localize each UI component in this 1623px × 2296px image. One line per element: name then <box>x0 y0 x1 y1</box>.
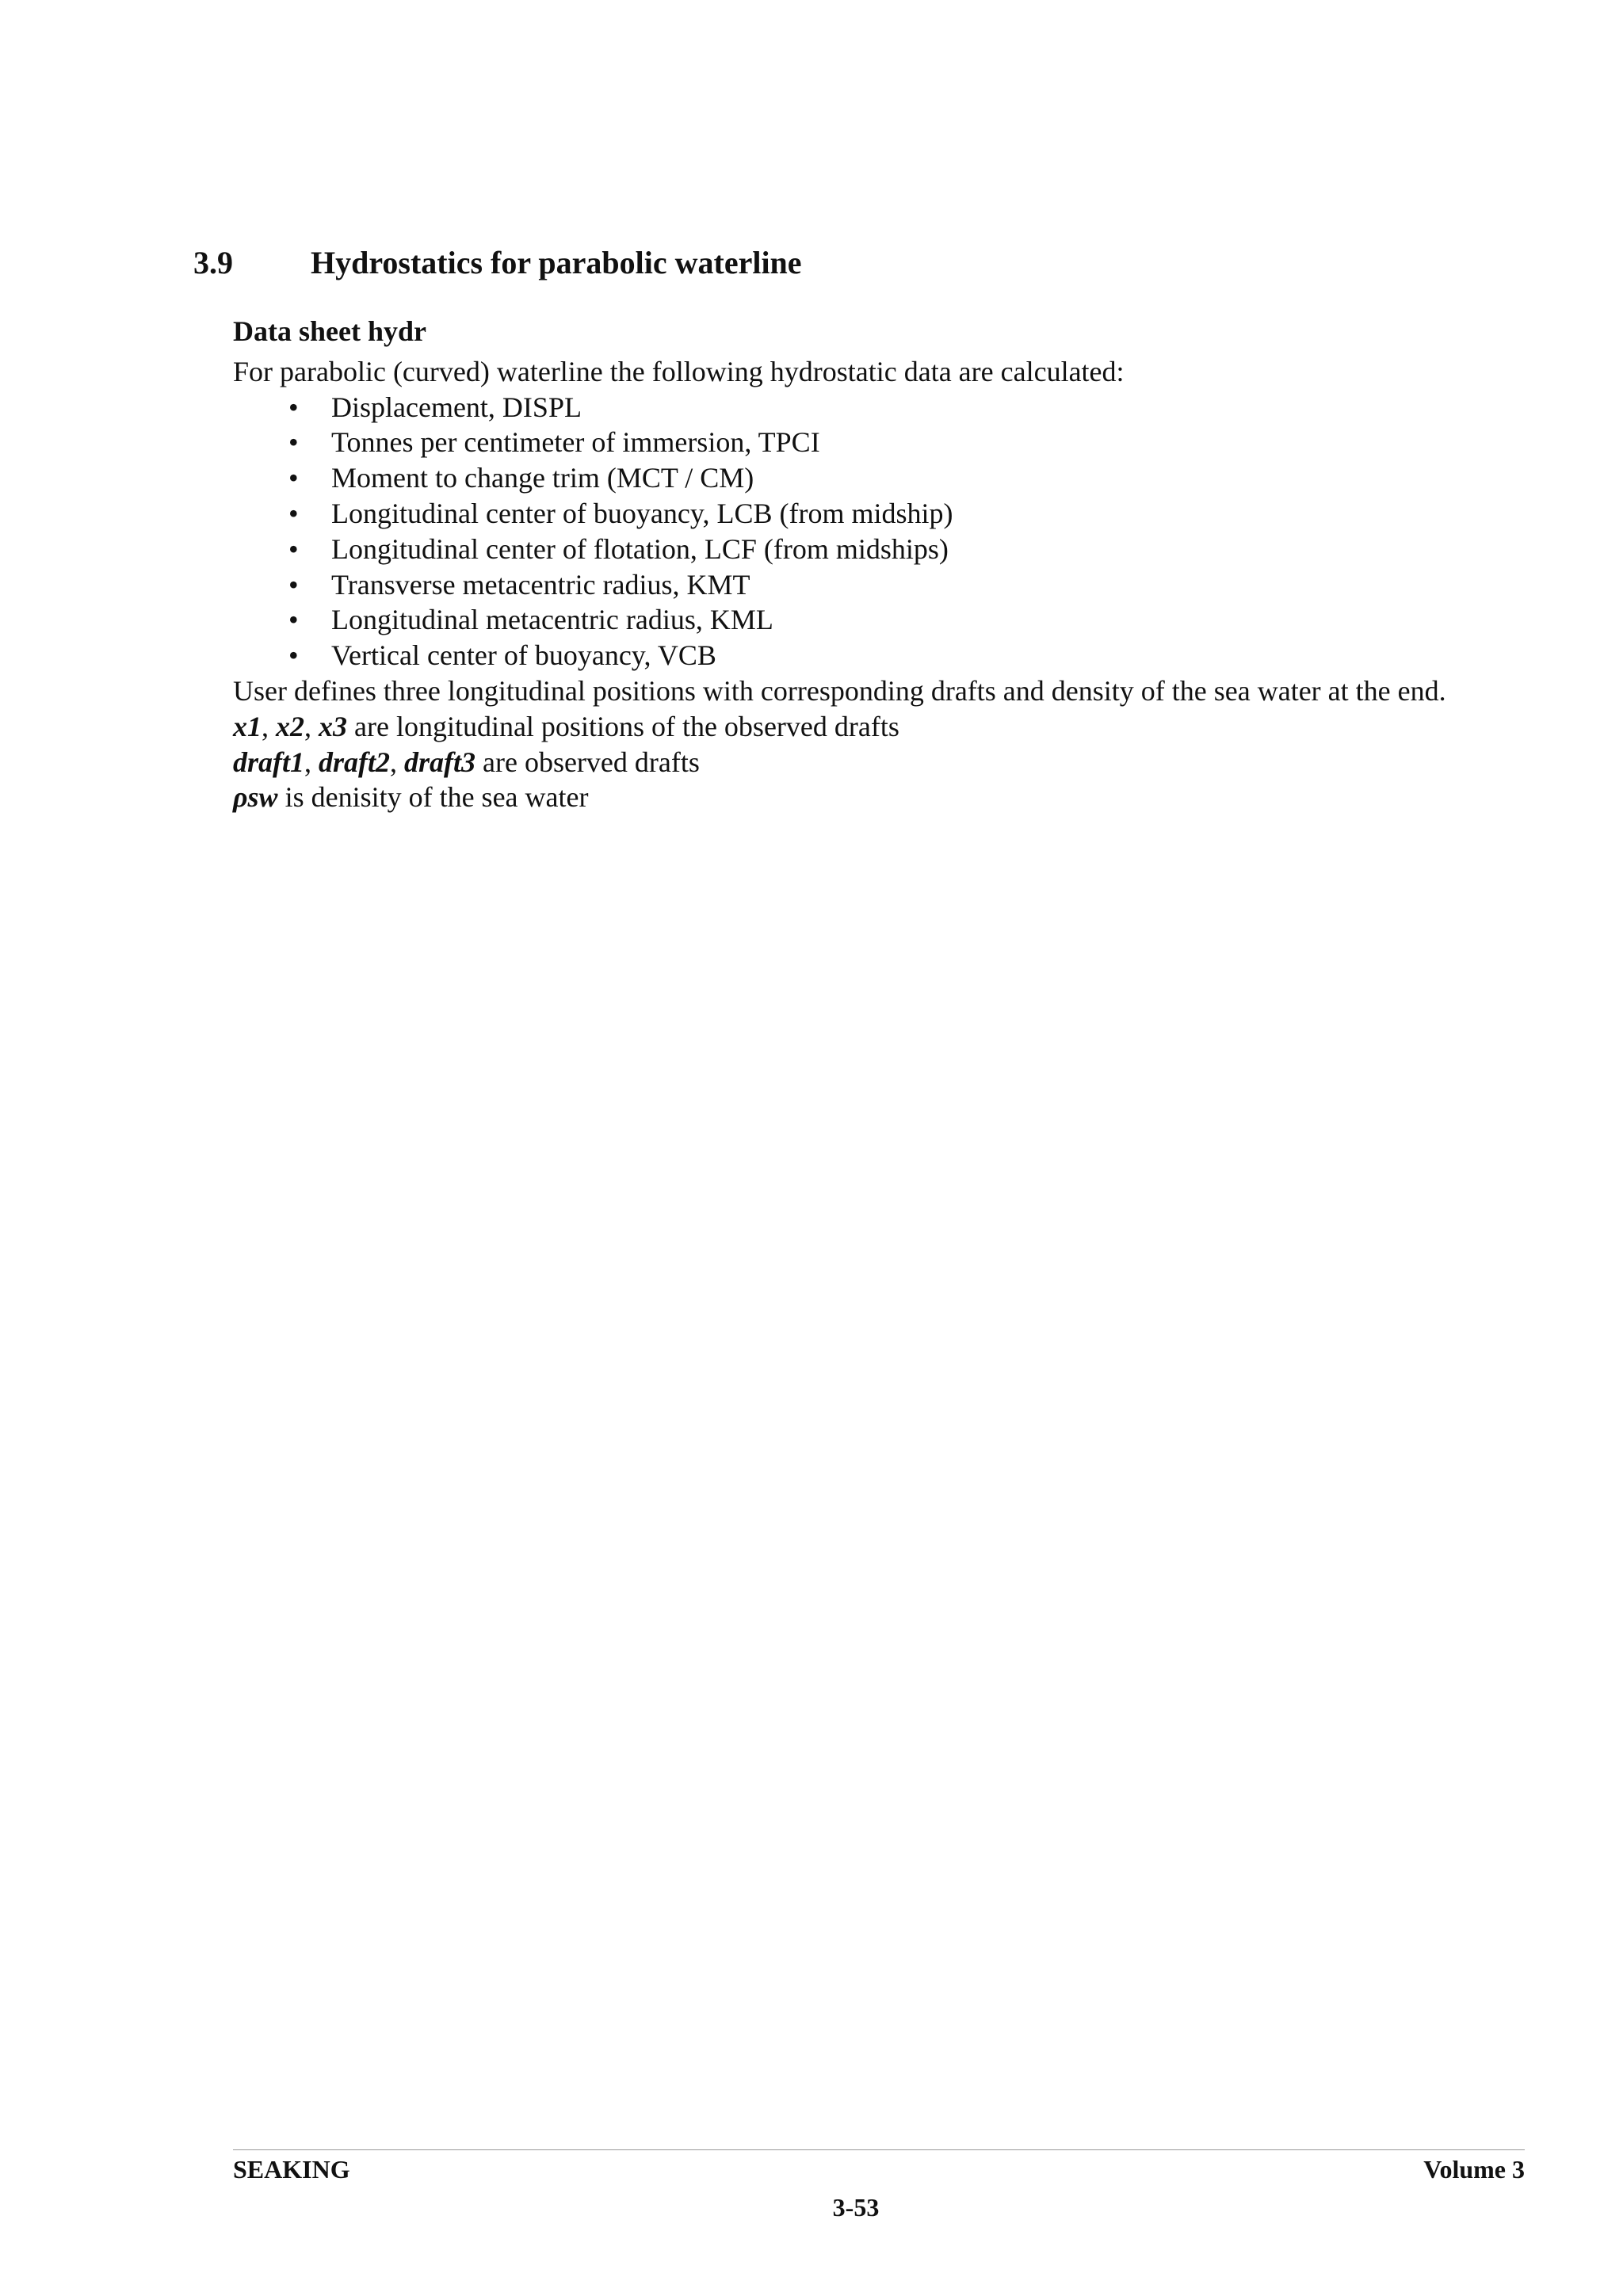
list-item: • Longitudinal center of buoyancy, LCB (from midship) <box>233 496 1533 532</box>
footer-divider <box>233 2149 1525 2150</box>
var-sw: sw <box>247 781 278 814</box>
list-item: • Longitudinal metacentric radius, KML <box>233 602 1533 638</box>
var-draft1: draft1 <box>233 746 304 778</box>
list-item: • Transverse metacentric radius, KMT <box>233 567 1533 603</box>
positions-description: are longitudinal positions of the observed drafts <box>347 710 899 742</box>
user-defines-paragraph: User defines three longitudinal positions with corresponding drafts and density of the sea water at the end. <box>233 674 1446 707</box>
density-line <box>233 780 1533 815</box>
bullet-icon: • <box>288 532 299 565</box>
footer-volume: Volume 3 <box>1423 2155 1525 2183</box>
var-draft2: draft2 <box>319 746 390 778</box>
bullet-icon: • <box>288 568 299 601</box>
bullet-icon: • <box>288 639 299 672</box>
intro-paragraph: For parabolic (curved) waterline the following hydrostatic data are calculated: <box>233 355 1125 387</box>
list-item: • Displacement, DISPL <box>233 390 1533 425</box>
section-number: 3.9 <box>193 245 233 280</box>
bullet-icon: • <box>288 462 299 494</box>
list-item: • Moment to change trim (MCT / CM) <box>233 460 1533 496</box>
var-x2: x2 <box>276 710 304 742</box>
page-number: 3-53 <box>832 2193 880 2222</box>
bullet-icon: • <box>288 391 299 423</box>
bullet-icon: • <box>288 426 299 459</box>
rho-symbol: ρ <box>233 781 248 814</box>
section-content <box>233 314 1533 815</box>
section-heading <box>193 244 802 281</box>
drafts-description: are observed drafts <box>475 746 700 778</box>
positions-line: x1, x2, x3 are longitudinal positions of the observed drafts <box>233 710 899 742</box>
section-title: Hydrostatics for parabolic waterline <box>311 245 802 280</box>
var-x1: x1 <box>233 710 262 742</box>
drafts-line: draft1, draft2, draft3 are observed drafts <box>233 746 700 778</box>
list-item: • Vertical center of buoyancy, VCB <box>233 638 1533 673</box>
hydrostatic-data-list <box>233 390 1533 673</box>
list-item: • Longitudinal center of flotation, LCF (from midships) <box>233 532 1533 567</box>
density-description: is denisity of the sea water <box>277 781 589 814</box>
list-item: • Tonnes per centimeter of immersion, TPCI <box>233 425 1533 460</box>
data-sheet-heading: Data sheet hydr <box>233 315 426 347</box>
var-draft3: draft3 <box>404 746 475 778</box>
bullet-icon: • <box>288 497 299 529</box>
footer-product-name: SEAKING <box>233 2155 350 2183</box>
var-x3: x3 <box>319 710 347 742</box>
bullet-icon: • <box>288 604 299 636</box>
